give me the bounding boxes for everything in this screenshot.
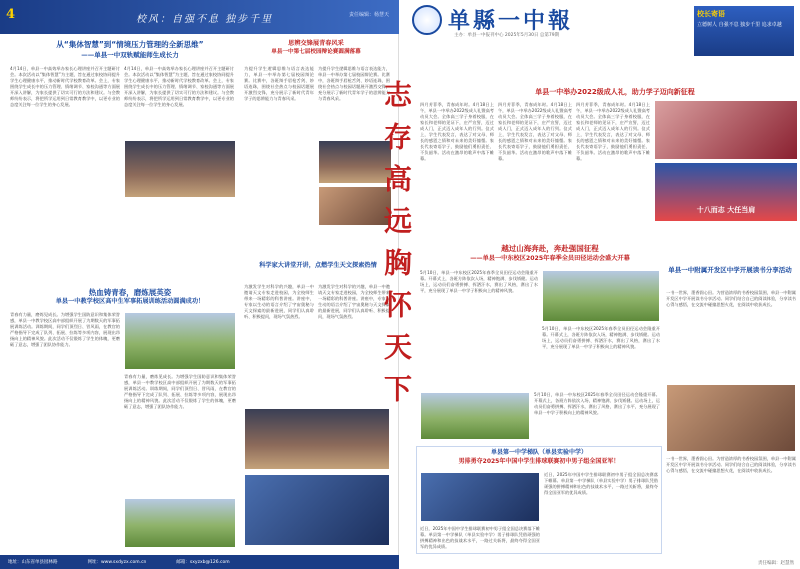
article1-body-col2: 4月14日，单县一中高效举办家长心理讲座并召开主题研讨会。本次活动以“集体智慧”为主题，旨在通过家校协同提升学生心理健康水平，推动新时代学校教育改革。会上，专家围绕学生成长中的压力管理、情绪调节、家校沟通等方面展开深入讲解，为家长提供了切实可行的方法和建议。与会教师纷纷表示，将把所学运用到日常教育教学中，以更专业的态度关注每一位学生的身心发展。 [124,66,234,107]
reading-photo-1 [666,384,796,452]
article2-body-col2: 青春有力量，磨炼见成长。为增强学生国防意识和集体荣誉感，单县一中教学校区高中部组织开展了为期数天的军事拓展训练活动。训练期间，同学们顶烈日、冒风雨，在教官的严格指导下完成了队列、拓展、拉练等多项内容，展现出昂扬向上的精神风貌。此次活动不仅锻炼了学生的体魄，更磨砺了意志，增强了团队协作能力。 [124,374,236,409]
article3-subtitle: 单县一中第七届校园辩论赛圆满落幕 [271,49,361,55]
right-article1-title: 单县一中举办2022级成人礼，助力学子迈向新征程 [535,88,695,96]
sports-meet-photo-2 [420,392,530,440]
footer-website[interactable]: 网址：www.sxdyzx.com.cn [87,560,147,565]
right-article1-body-col3: 四月芳菲季，青春成年时。4月18日上午，单县一中举办2022级成人礼暨高考动员大会。全体高三学子身着校服，在家长和老师的见证下，庄严宣誓，迈过成人门，正式迈入成年人的行列。仪式上，学生代表发言，表达了对父母、师长的感恩之情和对未来的美好憧憬。家长代表寄语学子，鼓励他们勇担责任、不负韶华。活动在激昂的歌声中落下帷幕。 [576,102,650,161]
school-logo [412,5,442,35]
left-page [0,0,399,569]
right-editor: 责任编辑：赵慧然 [758,561,794,566]
right-article4-body-col2: 近日，2025年中国中学生排球联赛初中男子组全国总决赛落下帷幕。单县第一中学梯队（单县实验中学）男子排球队凭借顽强的拼搏精神和出色的技战术水平，一路过关斩将，最终夺得全国亚军的优异成绩。 [544,472,658,495]
principal-message-title: 校长寄语 [697,10,725,18]
page-number: 4 [6,7,16,22]
footer-address: 地址：山东省单县园林路 [8,560,58,565]
right-page [380,0,800,569]
sports-meet-photo [542,270,660,322]
right-article1-body-col1: 四月芳菲季，青春成年时。4月18日上午，单县一中举办2022级成人礼暨高考动员大会。全体高三学子身着校服，在家长和老师的见证下，庄严宣誓，迈过成人门，正式迈入成年人的行列。仪式上，学生代表发言，表达了对父母、师长的感恩之情和对未来的美好憧憬。家长代表寄语学子，鼓励他们勇担责任、不负韶华。活动在激昂的歌声中落下帷幕。 [420,102,494,161]
school-motto: 校风：自强不息 独步千里 [136,14,274,25]
article1-body-col1: 4月14日，单县一中高效举办家长心理讲座并召开主题研讨会。本次活动以“集体智慧”为主题，旨在通过家校协同提升学生心理健康水平，推动新时代学校教育改革。会上，专家围绕学生成长中的压力管理、情绪调节、家校沟通等方面展开深入讲解，为家长提供了切实可行的方法和建议。与会教师纷纷表示，将把所学运用到日常教育教学中，以更专业的态度关注每一位学生的身心发展。 [10,66,120,107]
principal-message-text: 立德树人 自强不息 独步千里 追求卓越 [697,22,782,28]
vertical-slogan: 志存高远胸怀天下 [380,80,413,416]
issue-line: 主办：单县一中报刊中心 2025年5月30日 总第79期 [454,33,560,38]
article3-body-col2: 为提升学生逻辑思维与语言表达能力，单县一中举办第七届校园辩论赛。比赛中，各班辩手唇枪舌剑、妙语连珠，围绕社会热点与校园话题展开激烈交锋，充分展示了新时代青年学子的思辨能力与青春风采。 [318,66,390,101]
right-article2-body-col2: 5月10日，单县一中东校区2025年春季全员田径运动会隆重开幕。开幕式上，各班方阵依次入场，精神饱满、步伐矫健。运动场上，运动员们奋勇拼搏、挥洒汗水，赛出了风格，赛出了水平，充分展现了单县一中学子积极向上的精神风貌。 [542,326,660,349]
astronomy-lecture-photo [244,408,390,470]
right-article4-title: 单县第一中学梯队（单县实验中学） [490,449,587,456]
right-article3-title: 单县一中附属开发区中学开展读书分享活动 [668,266,792,274]
article3-body-col1: 为提升学生逻辑思维与语言表达能力，单县一中举办第七届校园辩论赛。比赛中，各班辩手唇枪舌剑、妙语连珠，围绕社会热点与校园话题展开激烈交锋，充分展示了新时代青年学子的思辨能力与青春风采。 [244,66,314,101]
left-header [0,0,399,34]
right-article2-body-col1: 5月10日，单县一中东校区2025年春季全员田径运动会隆重开幕。开幕式上，各班方阵依次入场，精神饱满、步伐矫健。运动场上，运动员们奋勇拼搏、挥洒汗水，赛出了风格，赛出了水平，充分展现了单县一中学子积极向上的精神风貌。 [420,270,538,293]
volleyball-team-photo [420,472,540,522]
article4-body-col1: 为激发学生对科学的兴趣，单县一中邀请天文专家走进校园，为全校师生带来一场精彩的科普讲座。讲座中，专家以生动的语言介绍了宇宙奥秘与天文探索的最新进展，同学们认真聆听、积极提问，现场气氛热烈。 [244,284,314,319]
military-photo-2 [124,498,236,548]
article4-title: 科学家大讲堂开讲，点燃学生天文探索热情 [259,262,377,269]
right-article2-title: 越过山海奔赴，奔赴强国征程 [501,244,599,253]
article2-subtitle: 单县一中教学校区高中生军事拓展训练活动圆满成功！ [55,298,205,305]
right-article3-body-col1: 一书一世界，墨香润心田。为营造浓厚的书香校园氛围，单县一中附属开发区中学开展读书分享活动。同学们结合自己的阅读体验，分享读书心得与感悟，在交流中碰撞思想火花，在阅读中收获成长。 [666,290,796,307]
coming-of-age-photo-2 [654,162,798,222]
right-article4-subtitle: 男排勇夺2025年中国中学生排球联赛初中男子组全国亚军！ [458,458,620,465]
article4-body-col2: 为激发学生对科学的兴趣，单县一中邀请天文专家走进校园，为全校师生带来一场精彩的科普讲座。讲座中，专家以生动的语言介绍了宇宙奥秘与天文探索的最新进展，同学们认真聆听、积极提问，现场气氛热烈。 [318,284,390,319]
newspaper-masthead: 单縣一中報 [448,8,574,34]
article2-body-col1: 青春有力量，磨炼见成长。为增强学生国防意识和集体荣誉感，单县一中教学校区高中部组织开展了为期数天的军事拓展训练活动。训练期间，同学们顶烈日、冒风雨，在教官的严格指导下完成了队列、拓展、拉练等多项内容，展现出昂扬向上的精神风貌。此次活动不仅锻炼了学生的体魄，更磨砺了意志，增强了团队协作能力。 [10,312,120,347]
masthead-area [400,0,800,78]
right-article4-body-col1: 近日，2025年中国中学生排球联赛初中男子组全国总决赛落下帷幕。单县第一中学梯队（单县实验中学）男子排球队凭借顽强的拼搏精神和出色的技战术水平，一路过关斩将，最终夺得全国亚军的优异成绩。 [420,526,540,549]
coming-of-age-photo-1 [654,100,798,160]
right-article3-body-col2: 一书一世界，墨香润心田。为营造浓厚的书香校园氛围，单县一中附属开发区中学开展读书分享活动。同学们结合自己的阅读体验，分享读书心得与感悟，在交流中碰撞思想火花，在阅读中收获成长。 [666,456,796,473]
article3-title: 思辨交锋展青春风采 [288,40,344,47]
article1-title: 从“集体智慧”到“情境压力管理的全新思维” [56,40,204,49]
article1-subtitle: ——单县一中双轨赋能师生成长力 [81,51,179,59]
right-article1-body-col2: 四月芳菲季，青春成年时。4月18日上午，单县一中举办2022级成人礼暨高考动员大会。全体高三学子身着校服，在家长和老师的见证下，庄严宣誓，迈过成人门，正式迈入成年人的行列。仪式上，学生代表发言，表达了对父母、师长的感恩之情和对未来的美好憧憬。家长代表寄语学子，鼓励他们勇担责任、不负韶华。活动在激昂的歌声中落下帷幕。 [498,102,572,161]
left-editor: 责任编辑：杨慧天 [348,12,389,18]
photo-caption: 十八而志 大任当肩 [696,206,756,214]
right-article2-body-col3: 5月10日，单县一中东校区2025年春季全员田径运动会隆重开幕。开幕式上，各班方阵依次入场，精神饱满、步伐矫健。运动场上，运动员们奋勇拼搏、挥洒汗水，赛出了风格，赛出了水平，充分展现了单县一中学子积极向上的精神风貌。 [534,392,660,415]
article2-title: 热血铸青春，磨炼展英姿 [88,288,172,297]
left-footer [0,555,399,569]
footer-email[interactable]: 邮箱：sxyzxb@126.com [176,560,230,565]
astronomy-photo [244,474,390,546]
military-photo-1 [124,312,236,370]
right-article2-subtitle: ——单县一中东校区2025年春季全员田径运动会盛大开幕 [470,255,630,262]
lecture-photo [124,140,236,198]
principal-message-box [694,6,794,56]
